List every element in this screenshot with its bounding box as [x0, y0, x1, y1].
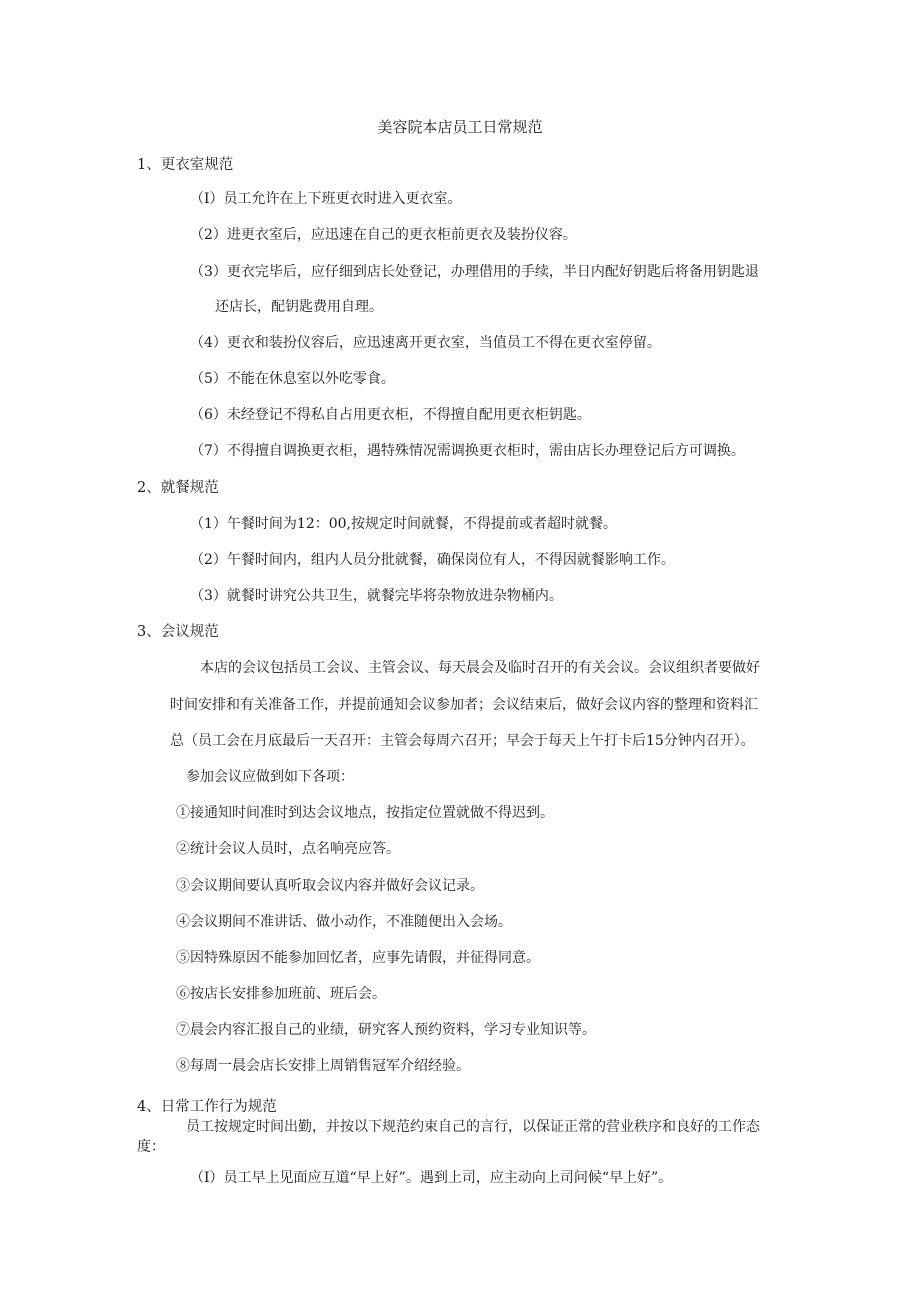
paragraph-line: 总（员工会在月底最后一天召开：主管会每周六召开；早会于每天上午打卡后15分钟内召开）。: [170, 733, 755, 749]
section-heading-changing-room: 1、更衣室规范: [137, 157, 234, 173]
list-item: ⑥按店长安排参加班前、班后会。: [176, 986, 386, 1002]
list-item-continuation: 还店长，配钥匙费用自理。: [215, 299, 383, 315]
list-item: （4）更衣和装扮仪容后，应迅速离开更衣室，当值员工不得在更衣室停留。: [190, 335, 661, 351]
paragraph-line: 度：: [137, 1139, 165, 1155]
list-item: （7）不得擅自调换更衣柜，遇特殊情况需调换更衣柜时，需由店长办理登记后方可调换。: [190, 443, 745, 459]
section-heading-dining: 2、就餐规范: [137, 480, 219, 496]
list-item: （I）员工允许在上下班更衣时进入更衣室。: [190, 191, 462, 207]
list-item: （1）午餐时间为12：00,按规定时间就餐，不得提前或者超时就餐。: [190, 516, 617, 532]
list-item: ②统计会议人员时，点名响亮应答。: [176, 841, 400, 857]
list-item: （I）员工早上见面应互道“早上好”。遇到上司，应主动向上司问候“早上好”。: [190, 1170, 673, 1186]
list-item: （2）午餐时间内，组内人员分批就餐，确保岗位有人，不得因就餐影响工作。: [190, 552, 675, 568]
list-item: （3）更衣完毕后，应仔细到店长处登记，办理借用的手续，半日内配好钥匙后将备用钥匙退: [190, 264, 759, 280]
list-item: ⑤因特殊原因不能参加回忆者，应事先请假，并征得同意。: [176, 950, 540, 966]
paragraph-line: 本店的会议包括员工会议、主管会议、每天晨会及临时召开的有关会议。会议组织者要做好: [200, 660, 760, 676]
list-item: （3）就餐时讲究公共卫生，就餐完毕将杂物放进杂物桶内。: [190, 588, 563, 604]
list-item: ④会议期间不准讲话、做小动作，不准随便出入会场。: [176, 914, 512, 930]
list-item: （5）不能在休息室以外吃零食。: [190, 371, 395, 387]
section-heading-daily-conduct: 4、日常工作行为规范: [137, 1099, 277, 1115]
section-heading-meeting: 3、会议规范: [137, 624, 219, 640]
list-item: （2）进更衣室后，应迅速在自己的更衣柜前更衣及装扮仪容。: [190, 227, 577, 243]
sub-heading: 参加会议应做到如下各项：: [186, 769, 354, 785]
paragraph-line: 时间安排和有关准备工作，并提前通知会议参加者；会议结束后，做好会议内容的整理和资料汇: [170, 697, 758, 713]
list-item: ①接通知时间准时到达会议地点，按指定位置就做不得迟到。: [176, 805, 554, 821]
list-item: ⑦晨会内容汇报自己的业绩，研究客人预约资料，学习专业知识等。: [176, 1022, 596, 1038]
list-item: （6）未经登记不得私自占用更衣柜，不得擅自配用更衣柜钥匙。: [190, 407, 591, 423]
list-item: ⑧每周一晨会店长安排上周销售冠军介绍经验。: [176, 1058, 470, 1074]
document-title: 美容院本店员工日常规范: [377, 118, 543, 136]
paragraph-line: 员工按规定时间出勤，并按以下规范约束自己的言行，以保证正常的营业秩序和良好的工作态: [186, 1119, 760, 1135]
list-item: ③会议期间要认真听取会议内容并做好会议记录。: [176, 878, 484, 894]
